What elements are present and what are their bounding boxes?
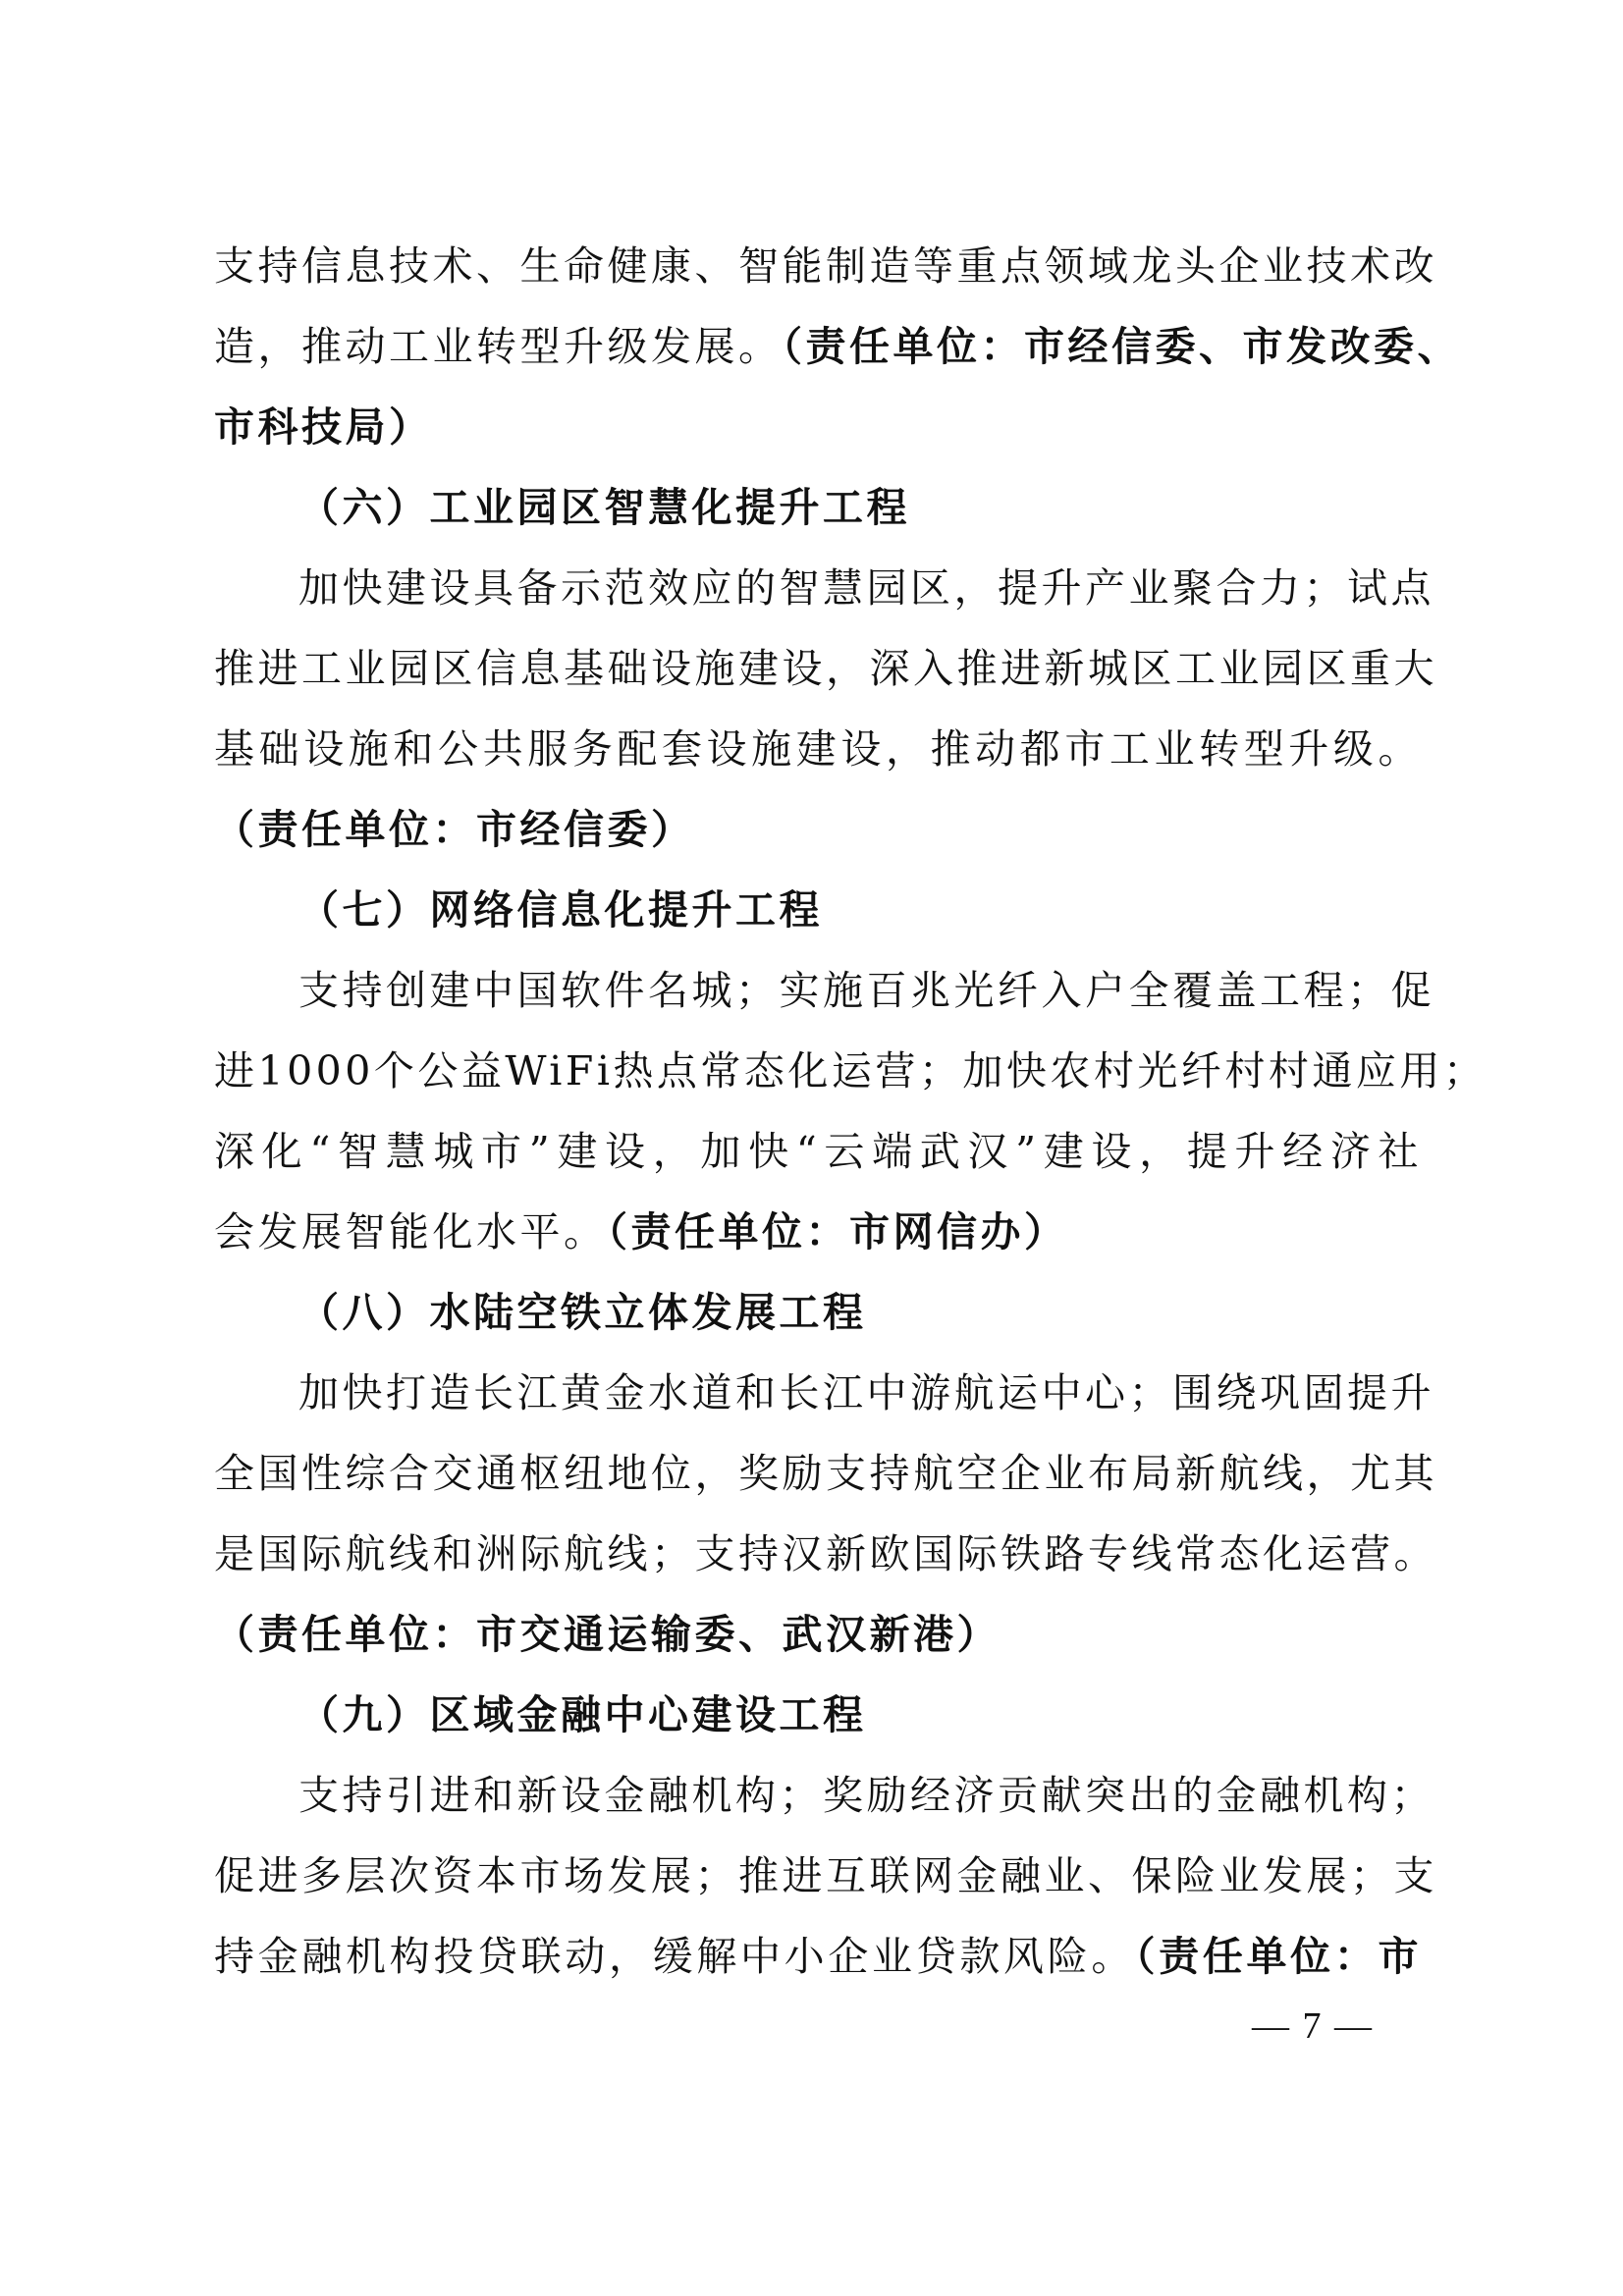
text-line [214, 306, 1461, 387]
responsibility-note: （责任单位：市交通运输委、武汉新港） [214, 1611, 1001, 1658]
text-line: 基础设施和公共服务配套设施建设，推动都市工业转型升级。 [214, 725, 1422, 773]
paragraph-transport [214, 1353, 1437, 1675]
page-number: — 7 — [1252, 2005, 1374, 2047]
text-segment: 会发展智能化水平。 [214, 1208, 608, 1255]
section-heading-7: （七）网络信息化提升工程 [298, 886, 823, 934]
section-heading-8: （八）水陆空铁立体发展工程 [298, 1289, 867, 1336]
paragraph-network-info [214, 950, 1488, 1272]
text-line: 全国性综合交通枢纽地位，奖励支持航空企业布局新航线，尤其 [214, 1450, 1437, 1497]
text-line: 支持引进和新设金融机构；奖励经济贡献突出的金融机构； [298, 1772, 1434, 1819]
text-line: 进1000个公益WiFi热点常态化运营；加快农村光纤村村通应用； [214, 1047, 1488, 1095]
text-line: 是国际航线和洲际航线；支持汉新欧国际铁路专线常态化运营。 [214, 1530, 1437, 1577]
text-line [214, 1192, 1422, 1272]
text-line: 促进多层次资本市场发展；推进互联网金融业、保险业发展；支 [214, 1852, 1437, 1899]
text-line: 深化“智慧城市”建设，加快“云端武汉”建设，提升经济社 [214, 1128, 1422, 1175]
paragraph-smart-park [214, 548, 1437, 870]
responsibility-note: （责任单位：市网信办） [607, 1208, 1068, 1255]
text-line [214, 1916, 1422, 1997]
text-line: 支持创建中国软件名城；实施百兆光纤入户全覆盖工程；促 [298, 967, 1434, 1014]
responsibility-note: 市科技局） [214, 403, 433, 451]
text-line: 推进工业园区信息基础设施建设，深入推进新城区工业园区重大 [214, 645, 1437, 692]
text-segment: 持金融机构投贷联动，缓解中小企业贷款风险。 [214, 1933, 1135, 1980]
responsibility-note: （责任单位：市经信委） [214, 806, 695, 853]
document-body [214, 226, 1488, 1997]
text-line: 加快建设具备示范效应的智慧园区，提升产业聚合力；试点 [298, 564, 1434, 612]
text-line: 支持信息技术、生命健康、智能制造等重点领域龙头企业技术改 [214, 242, 1437, 290]
paragraph-industrial-upgrade-continued [214, 226, 1461, 467]
paragraph-finance [214, 1755, 1437, 1997]
section-heading-6: （六）工业园区智慧化提升工程 [298, 484, 910, 531]
responsibility-note: （责任单位：市经信委、市发改委、 [782, 323, 1461, 370]
text-line: 加快打造长江黄金水道和长江中游航运中心；围绕巩固提升 [298, 1369, 1434, 1416]
responsibility-note: （责任单位：市 [1135, 1933, 1422, 1980]
section-heading-9: （九）区域金融中心建设工程 [298, 1691, 867, 1738]
text-segment: 造，推动工业转型升级发展。 [214, 323, 783, 370]
